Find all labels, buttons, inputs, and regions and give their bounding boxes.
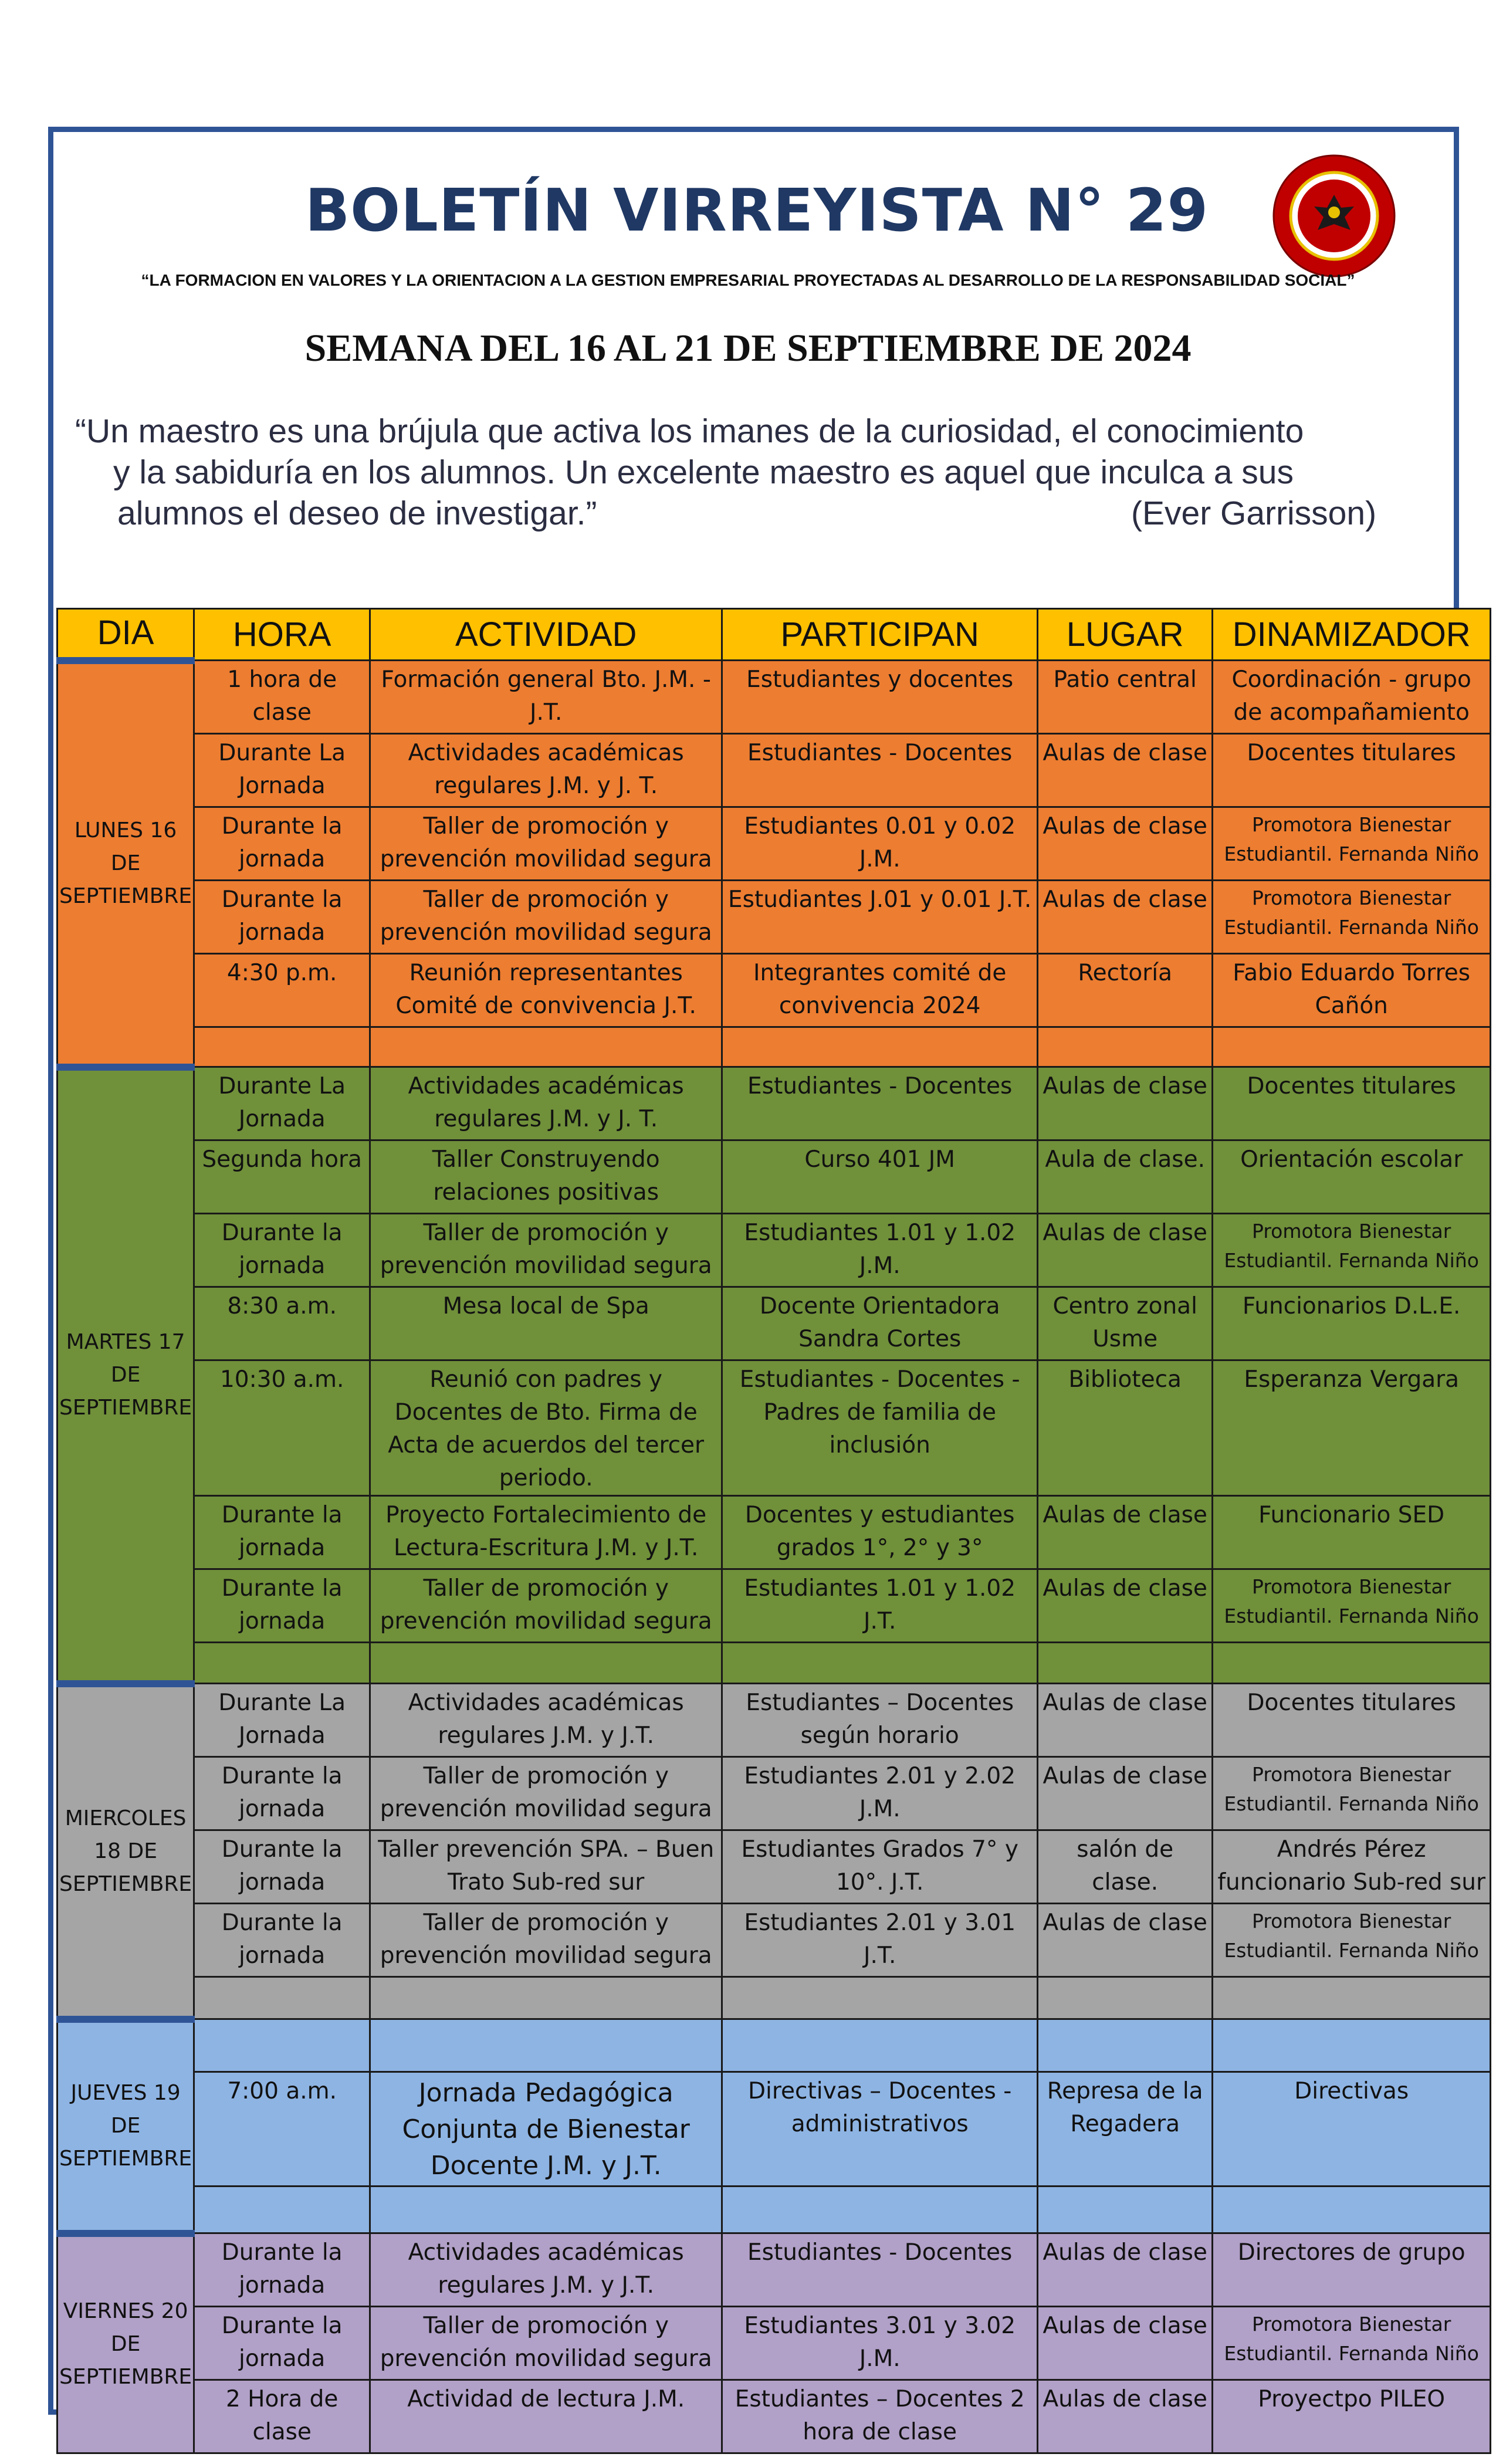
cell-dinamizador [1213, 2019, 1491, 2072]
cell-dinamizador: Coordinación - grupo de acompañamiento [1213, 661, 1491, 734]
cell-participan: Integrantes comité de convivencia 2024 [722, 954, 1038, 1027]
cell-participan: Estudiantes 3.01 y 3.02 J.M. [722, 2307, 1038, 2380]
cell-actividad: Actividades académicas regulares J.M. y J.T. [370, 2233, 722, 2307]
cell-dinamizador: Docentes titulares [1213, 734, 1491, 807]
col-header-participan: PARTICIPAN [722, 609, 1038, 661]
table-row-empty [57, 1977, 1491, 2019]
quote-line-2: y la sabiduría en los alumnos. Un excelente maestro es aquel que inculca a sus [113, 453, 1294, 491]
cell-dinamizador: Funcionarios D.L.E. [1213, 1287, 1491, 1360]
cell-participan: Estudiantes Grados 7° y 10°. J.T. [722, 1830, 1038, 1904]
cell-hora: 10:30 a.m. [194, 1360, 370, 1496]
cell-lugar: Aulas de clase [1038, 1684, 1213, 1757]
cell-participan: Estudiantes 1.01 y 1.02 J.T. [722, 1569, 1038, 1643]
cell-dinamizador: Docentes titulares [1213, 1067, 1491, 1140]
cell-dinamizador [1213, 1643, 1491, 1684]
table-row [57, 661, 1491, 734]
table-row [57, 734, 1491, 807]
cell-hora [194, 1027, 370, 1067]
cell-participan: Estudiantes - Docentes [722, 2233, 1038, 2307]
teacher-quote [75, 411, 1436, 534]
cell-actividad: Taller de promoción y prevención movilidad segura [370, 1757, 722, 1830]
cell-lugar: Centro zonal Usme [1038, 1287, 1213, 1360]
cell-hora: Segunda hora [194, 1140, 370, 1214]
cell-participan: Estudiantes 2.01 y 2.02 J.M. [722, 1757, 1038, 1830]
cell-actividad [370, 1027, 722, 1067]
cell-hora: 7:00 a.m. [194, 2072, 370, 2187]
cell-lugar: Aulas de clase [1038, 1904, 1213, 1977]
cell-hora: 8:30 a.m. [194, 1287, 370, 1360]
table-row [57, 1496, 1491, 1569]
cell-lugar: Represa de la Regadera [1038, 2072, 1213, 2187]
schedule-table [56, 608, 1491, 2454]
cell-hora [194, 1643, 370, 1684]
cell-lugar: Rectoría [1038, 954, 1213, 1027]
table-row [57, 1067, 1491, 1140]
cell-dinamizador: Orientación escolar [1213, 1140, 1491, 1214]
cell-dinamizador: Proyectpo PILEO [1213, 2380, 1491, 2453]
cell-dinamizador: Andrés Pérez funcionario Sub-red sur [1213, 1830, 1491, 1904]
table-row [57, 1684, 1491, 1757]
cell-hora: Durante La Jornada [194, 1067, 370, 1140]
cell-dinamizador: Promotora Bienestar Estudiantil. Fernanda Niño [1213, 1904, 1491, 1977]
cell-actividad [370, 1977, 722, 2019]
table-row [57, 954, 1491, 1027]
cell-actividad: Actividades académicas regulares J.M. y J. T. [370, 1067, 722, 1140]
table-row [57, 1140, 1491, 1214]
cell-hora [194, 2019, 370, 2072]
cell-lugar [1038, 2187, 1213, 2233]
col-header-dinamizador: DINAMIZADOR [1213, 609, 1491, 661]
cell-hora: Durante La Jornada [194, 1684, 370, 1757]
cell-lugar: Aulas de clase [1038, 1214, 1213, 1287]
cell-lugar [1038, 2019, 1213, 2072]
cell-participan: Estudiantes - Docentes [722, 734, 1038, 807]
cell-dinamizador [1213, 1027, 1491, 1067]
cell-actividad: Taller de promoción y prevención movilidad segura [370, 807, 722, 881]
cell-participan: Estudiantes - Docentes [722, 1067, 1038, 1140]
cell-hora: Durante la jornada [194, 1569, 370, 1643]
cell-participan [722, 2019, 1038, 2072]
cell-hora [194, 1977, 370, 2019]
table-row [57, 1287, 1491, 1360]
cell-actividad [370, 2187, 722, 2233]
table-row [57, 1904, 1491, 1977]
cell-actividad: Taller de promoción y prevención movilidad segura [370, 1904, 722, 1977]
cell-lugar: Aulas de clase [1038, 881, 1213, 954]
cell-actividad: Reunió con padres y Docentes de Bto. Firma de Acta de acuerdos del tercer periodo. [370, 1360, 722, 1496]
cell-lugar [1038, 1643, 1213, 1684]
cell-lugar: salón de clase. [1038, 1830, 1213, 1904]
table-row [57, 1214, 1491, 1287]
cell-dinamizador [1213, 2187, 1491, 2233]
cell-hora [194, 2187, 370, 2233]
school-motto: “LA FORMACION EN VALORES Y LA ORIENTACION A LA GESTION EMPRESARIAL PROYECTADAS AL DESARROLLO DE LA RESPONSABILIDAD SOCIAL” [141, 271, 1355, 289]
cell-dinamizador: Esperanza Vergara [1213, 1360, 1491, 1496]
cell-hora: Durante la jornada [194, 1214, 370, 1287]
cell-lugar: Aulas de clase [1038, 2380, 1213, 2453]
cell-participan: Docente Orientadora Sandra Cortes [722, 1287, 1038, 1360]
cell-lugar: Aulas de clase [1038, 734, 1213, 807]
cell-participan [722, 1027, 1038, 1067]
cell-actividad: Actividades académicas regulares J.M. y J. T. [370, 734, 722, 807]
cell-hora: Durante la jornada [194, 1496, 370, 1569]
cell-actividad: Taller de promoción y prevención movilidad segura [370, 2307, 722, 2380]
cell-actividad: Taller prevención SPA. – Buen Trato Sub-red sur [370, 1830, 722, 1904]
cell-lugar: Patio central [1038, 661, 1213, 734]
cell-hora: 1 hora de clase [194, 661, 370, 734]
day-tuesday: MARTES 17 DE SEPTIEMBRE [57, 1067, 194, 1684]
cell-actividad: Taller Construyendo relaciones positivas [370, 1140, 722, 1214]
cell-participan: Estudiantes J.01 y 0.01 J.T. [722, 881, 1038, 954]
cell-hora: Durante la jornada [194, 2307, 370, 2380]
cell-participan: Estudiantes - Docentes - Padres de familia de inclusión [722, 1360, 1038, 1496]
table-row [57, 2380, 1491, 2453]
cell-participan [722, 1977, 1038, 2019]
cell-dinamizador: Promotora Bienestar Estudiantil. Fernanda Niño [1213, 2307, 1491, 2380]
table-row [57, 2233, 1491, 2307]
cell-hora: 2 Hora de clase [194, 2380, 370, 2453]
table-row [57, 2072, 1491, 2187]
col-header-dia: DIA [57, 609, 194, 661]
cell-lugar: Aulas de clase [1038, 2233, 1213, 2307]
cell-dinamizador: Promotora Bienestar Estudiantil. Fernanda Niño [1213, 1214, 1491, 1287]
bulletin-title: BOLETÍN VIRREYISTA N° 29 [304, 176, 1209, 245]
cell-dinamizador: Promotora Bienestar Estudiantil. Fernanda Niño [1213, 1757, 1491, 1830]
cell-actividad: Taller de promoción y prevención movilidad segura [370, 881, 722, 954]
cell-participan: Estudiantes – Docentes según horario [722, 1684, 1038, 1757]
cell-dinamizador: Promotora Bienestar Estudiantil. Fernanda Niño [1213, 1569, 1491, 1643]
quote-author: (Ever Garrisson) [1131, 495, 1377, 532]
cell-lugar: Aulas de clase [1038, 1496, 1213, 1569]
col-header-hora: HORA [194, 609, 370, 661]
cell-participan: Estudiantes y docentes [722, 661, 1038, 734]
cell-dinamizador: Fabio Eduardo Torres Cañón [1213, 954, 1491, 1027]
table-row [57, 1830, 1491, 1904]
table-row-empty [57, 1027, 1491, 1067]
cell-dinamizador: Directivas [1213, 2072, 1491, 2187]
cell-participan: Docentes y estudiantes grados 1°, 2° y 3° [722, 1496, 1038, 1569]
cell-participan: Estudiantes 2.01 y 3.01 J.T. [722, 1904, 1038, 1977]
cell-hora: Durante La Jornada [194, 734, 370, 807]
cell-actividad: Mesa local de Spa [370, 1287, 722, 1360]
cell-lugar [1038, 1027, 1213, 1067]
day-monday: LUNES 16 DE SEPTIEMBRE [57, 661, 194, 1067]
cell-dinamizador: Docentes titulares [1213, 1684, 1491, 1757]
day-friday: VIERNES 20 DE SEPTIEMBRE [57, 2233, 194, 2453]
cell-actividad: Proyecto Fortalecimiento de Lectura-Escritura J.M. y J.T. [370, 1496, 722, 1569]
cell-participan [722, 1643, 1038, 1684]
table-row [57, 2307, 1491, 2380]
cell-actividad: Taller de promoción y prevención movilidad segura [370, 1214, 722, 1287]
cell-actividad: Reunión representantes Comité de convivencia J.T. [370, 954, 722, 1027]
table-row [57, 1360, 1491, 1496]
cell-actividad: Jornada Pedagógica Conjunta de Bienestar Docente J.M. y J.T. [370, 2072, 722, 2187]
table-row-empty [57, 1643, 1491, 1684]
cell-lugar: Biblioteca [1038, 1360, 1213, 1496]
cell-dinamizador: Funcionario SED [1213, 1496, 1491, 1569]
cell-actividad: Taller de promoción y prevención movilidad segura [370, 1569, 722, 1643]
cell-lugar: Aulas de clase [1038, 807, 1213, 881]
cell-dinamizador: Directores de grupo [1213, 2233, 1491, 2307]
cell-lugar: Aulas de clase [1038, 2307, 1213, 2380]
cell-lugar [1038, 1977, 1213, 2019]
cell-hora: Durante la jornada [194, 1830, 370, 1904]
cell-actividad [370, 2019, 722, 2072]
quote-line-3 [75, 493, 1436, 534]
cell-actividad: Formación general Bto. J.M. - J.T. [370, 661, 722, 734]
cell-lugar: Aulas de clase [1038, 1757, 1213, 1830]
cell-actividad: Actividades académicas regulares J.M. y J.T. [370, 1684, 722, 1757]
cell-participan: Directivas – Docentes - administrativos [722, 2072, 1038, 2187]
col-header-lugar: LUGAR [1038, 609, 1213, 661]
cell-participan: Estudiantes 1.01 y 1.02 J.M. [722, 1214, 1038, 1287]
cell-participan: Estudiantes – Docentes 2 hora de clase [722, 2380, 1038, 2453]
cell-hora: Durante la jornada [194, 807, 370, 881]
cell-hora: Durante la jornada [194, 881, 370, 954]
table-row [57, 881, 1491, 954]
cell-hora: Durante la jornada [194, 2233, 370, 2307]
cell-hora: Durante la jornada [194, 1757, 370, 1830]
day-thursday: JUEVES 19 DE SEPTIEMBRE [57, 2019, 194, 2233]
cell-dinamizador: Promotora Bienestar Estudiantil. Fernanda Niño [1213, 807, 1491, 881]
cell-participan [722, 2187, 1038, 2233]
cell-hora: Durante la jornada [194, 1904, 370, 1977]
cell-actividad [370, 1643, 722, 1684]
cell-participan: Curso 401 JM [722, 1140, 1038, 1214]
cell-dinamizador: Promotora Bienestar Estudiantil. Fernanda Niño [1213, 881, 1491, 954]
cell-participan: Estudiantes 0.01 y 0.02 J.M. [722, 807, 1038, 881]
table-row [57, 1569, 1491, 1643]
day-wednesday: MIERCOLES 18 DE SEPTIEMBRE [57, 1684, 194, 2019]
quote-line-3-text: alumnos el deseo de investigar.” [117, 495, 597, 532]
table-row [57, 807, 1491, 881]
quote-line-1: “Un maestro es una brújula que activa los imanes de la curiosidad, el conocimiento [75, 412, 1304, 450]
cell-lugar: Aulas de clase [1038, 1569, 1213, 1643]
table-row-empty [57, 2019, 1491, 2072]
col-header-actividad: ACTIVIDAD [370, 609, 722, 661]
table-row [57, 1757, 1491, 1830]
table-header-row [57, 609, 1491, 661]
week-heading: SEMANA DEL 16 AL 21 DE SEPTIEMBRE DE 2024 [304, 327, 1192, 370]
cell-lugar: Aula de clase. [1038, 1140, 1213, 1214]
cell-lugar: Aulas de clase [1038, 1067, 1213, 1140]
table-row-empty [57, 2187, 1491, 2233]
cell-hora: 4:30 p.m. [194, 954, 370, 1027]
cell-dinamizador [1213, 1977, 1491, 2019]
cell-actividad: Actividad de lectura J.M. [370, 2380, 722, 2453]
